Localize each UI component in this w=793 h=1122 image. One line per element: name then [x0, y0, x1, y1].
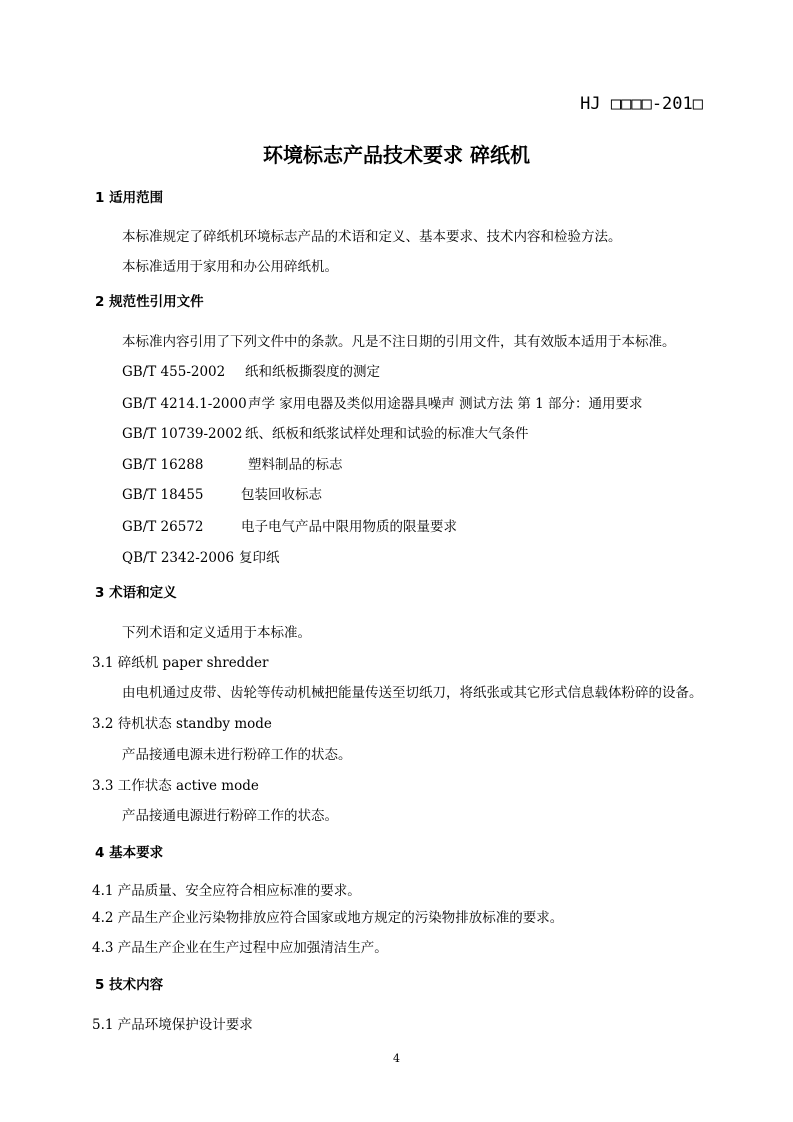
- term-definition: 产品接通电源进行粉碎工作的状态。: [122, 808, 338, 824]
- paragraph: 下列术语和定义适用于本标准。: [122, 625, 311, 641]
- section-5-heading: 5 技术内容: [95, 977, 164, 993]
- reference-title: 电子电气产品中限用物质的限量要求: [241, 519, 457, 535]
- document-title: 环境标志产品技术要求 碎纸机: [263, 143, 530, 167]
- reference-code: GB/T 18455: [122, 487, 204, 503]
- requirement-item: 4.2 产品生产企业污染物排放应符合国家或地方规定的污染物排放标准的要求。: [92, 910, 564, 926]
- reference-code: GB/T 4214.1-2000: [122, 396, 247, 412]
- term-definition: 由电机通过皮带、齿轮等传动机械把能量传送至切纸刀，将纸张或其它形式信息载体粉碎的设备。: [122, 685, 703, 701]
- reference-code: GB/T 16288: [122, 457, 204, 473]
- reference-code: QB/T 2342-2006: [122, 550, 235, 566]
- paragraph: 本标准内容引用了下列文件中的条款。凡是不注日期的引用文件，其有效版本适用于本标准。: [122, 334, 676, 350]
- term-heading: 3.1 碎纸机 paper shredder: [92, 655, 269, 671]
- reference-title: 包装回收标志: [241, 487, 322, 503]
- reference-title: 声学 家用电器及类似用途器具噪声 测试方法 第 1 部分：通用要求: [248, 396, 643, 412]
- reference-title: 塑料制品的标志: [248, 457, 343, 473]
- paragraph: 本标准适用于家用和办公用碎纸机。: [122, 259, 338, 275]
- page-number: 4: [393, 1052, 400, 1065]
- reference-code: GB/T 455-2002: [122, 364, 226, 380]
- subsection-heading: 5.1 产品环境保护设计要求: [92, 1017, 253, 1033]
- reference-title: 纸和纸板撕裂度的测定: [245, 364, 380, 380]
- reference-title: 纸、纸板和纸浆试样处理和试验的标准大气条件: [245, 426, 529, 442]
- reference-code: GB/T 26572: [122, 519, 204, 535]
- requirement-item: 4.3 产品生产企业在生产过程中应加强清洁生产。: [92, 940, 388, 956]
- requirement-item: 4.1 产品质量、安全应符合相应标准的要求。: [92, 883, 361, 899]
- section-4-heading: 4 基本要求: [95, 845, 164, 861]
- section-2-heading: 2 规范性引用文件: [95, 294, 204, 310]
- paragraph: 本标准规定了碎纸机环境标志产品的术语和定义、基本要求、技术内容和检验方法。: [122, 229, 622, 245]
- term-definition: 产品接通电源未进行粉碎工作的状态。: [122, 747, 352, 763]
- section-3-heading: 3 术语和定义: [95, 585, 177, 601]
- section-1-heading: 1 适用范围: [95, 190, 164, 206]
- reference-title: 复印纸: [239, 550, 280, 566]
- reference-code: GB/T 10739-2002: [122, 426, 243, 442]
- term-heading: 3.2 待机状态 standby mode: [92, 716, 272, 732]
- standard-number: HJ □□□□-201□: [580, 94, 703, 114]
- term-heading: 3.3 工作状态 active mode: [92, 778, 259, 794]
